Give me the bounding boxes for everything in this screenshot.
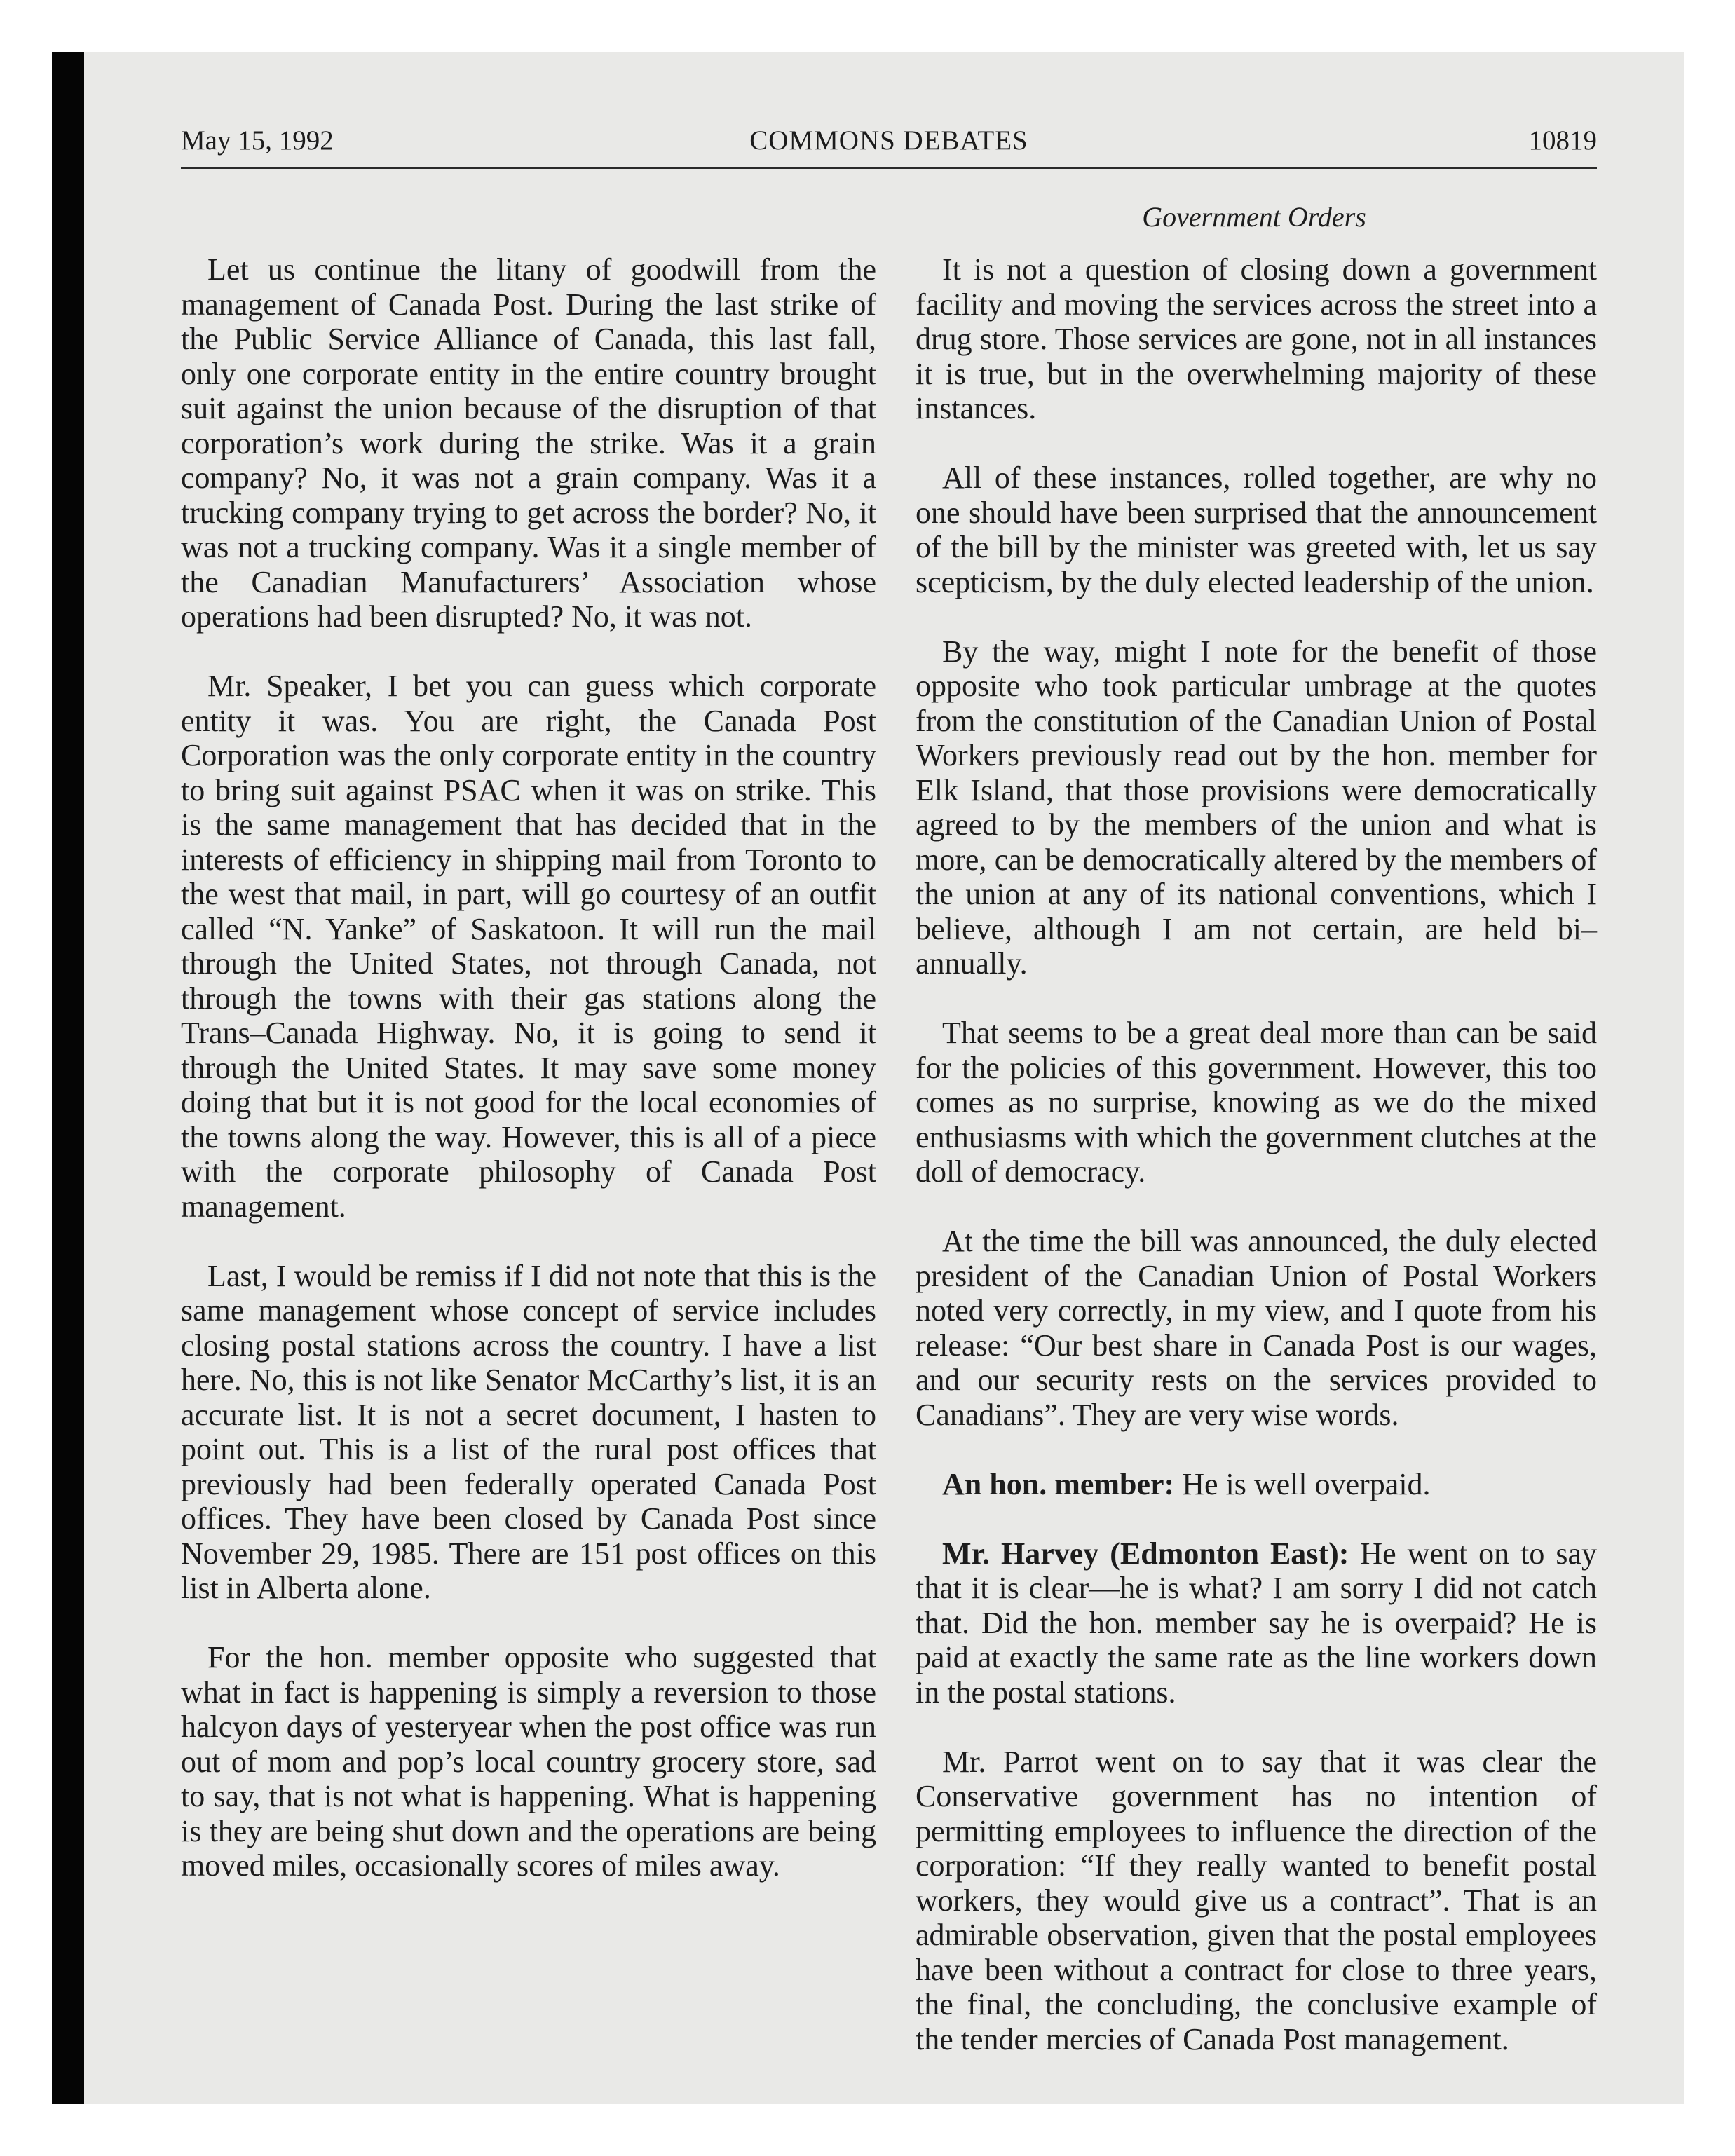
- speech-text: He went on to say that it is clear—he is what? I am sorry I did not catch that. Did the hon. member say he is overpaid? He is paid at exactly the same rate as the line workers down in the postal stations.: [916, 1536, 1597, 1710]
- paragraph: Mr. Parrot went on to say that it was clear the Conservative government has no intention of permitting employees to influence the direction of the corporation: “If they really wanted to benefit postal workers, they would give us a contract”. That is an admirable observation, given that the postal employees have been without a contract for close to three years, the final, the concluding, the conclusive example of the tender mercies of Canada Post management.: [916, 1744, 1597, 2056]
- paragraph: At the time the bill was announced, the duly elected president of the Canadian Union of Postal Workers noted very correctly, in my view, and I quote from his release: “Our best share in Canada Post is our wages, and our security rests on the services provided to Canadians”. They are very wise words.: [916, 1224, 1597, 1432]
- header-title: COMMONS DEBATES: [749, 125, 1028, 156]
- page-header: [181, 121, 1597, 169]
- left-column: [181, 252, 876, 1918]
- speech-text: He is well overpaid.: [1174, 1466, 1431, 1501]
- paragraph: Let us continue the litany of goodwill from the management of Canada Post. During the last strike of the Public Service Alliance of Canada, this last fall, only one corporate entity in the entire country brought suit against the union because of the disruption of that corporation’s work during the strike. Was it a grain company? No, it was not a grain company. Was it a trucking company trying to get across the border? No, it was not a trucking company. Was it a single member of the Canadian Manufacturers’ Association whose operations had been disrupted? No, it was not.: [181, 252, 876, 634]
- paragraph: By the way, might I note for the benefit of those opposite who took particular umbrage at the quotes from the constitution of the Canadian Union of Postal Workers previously read out by the hon. member for Elk Island, that those provisions were democratically agreed to by the members of the union and what is more, can be democratically altered by the members of the union at any of its national conventions, which I believe, although I am not certain, are held bi–annually.: [916, 634, 1597, 981]
- speech-entry: [916, 1467, 1597, 1502]
- right-column: [916, 252, 1597, 2092]
- paragraph: It is not a question of closing down a government facility and moving the services across the street into a drug store. Those services are gone, not in all instances it is true, but in the overwhelming majority of these instances.: [916, 252, 1597, 425]
- paragraph: Last, I would be remiss if I did not note that this is the same management whose concept of service includes closing postal stations across the country. I have a list here. No, this is not like Senator McCarthy’s list, it is an accurate list. It is not a secret document, I hasten to point out. This is a list of the rural post offices that previously had been federally operated Canada Post offices. They have been closed by Canada Post since November 29, 1985. There are 151 post offices on this list in Alberta alone.: [181, 1258, 876, 1605]
- paragraph: Mr. Speaker, I bet you can guess which corporate entity it was. You are right, the Canada Post Corporation was the only corporate entity in the country to bring suit against PSAC when it was on strike. This is the same management that has decided that in the interests of efficiency in shipping mail from Toronto to the west that mail, in part, will go courtesy of an outfit called “N. Yanke” of Saskatoon. It will run the mail through the United States, not through Canada, not through the towns with their gas stations along the Trans–Canada Highway. No, it is going to send it through the United States. It may save some money doing that but it is not good for the local economies of the towns along the way. However, this is all of a piece with the corporate philosophy of Canada Post management.: [181, 669, 876, 1224]
- section-label: Government Orders: [1142, 201, 1366, 233]
- speech-entry: [916, 1536, 1597, 1710]
- paragraph: That seems to be a great deal more than can be said for the policies of this government. However, this too comes as no surprise, knowing as we do the mixed enthusiasms with which the government clutches at the doll of democracy.: [916, 1016, 1597, 1189]
- header-page-number: 10819: [1528, 125, 1597, 156]
- header-date: May 15, 1992: [181, 125, 334, 156]
- speaker-name: Mr. Harvey (Edmonton East):: [942, 1536, 1349, 1571]
- paragraph: All of these instances, rolled together, are why no one should have been surprised that the announcement of the bill by the minister was greeted with, let us say scepticism, by the duly elected leadership of the union.: [916, 460, 1597, 599]
- paragraph: For the hon. member opposite who suggested that what in fact is happening is simply a reversion to those halcyon days of yesteryear when the post office was run out of mom and pop’s local country grocery store, sad to say, that is not what is happening. What is happening is they are being shut down and the operations are being moved miles, occasionally scores of miles away.: [181, 1640, 876, 1883]
- speaker-name: An hon. member:: [942, 1466, 1175, 1501]
- scan-edge-bar: [52, 52, 84, 2104]
